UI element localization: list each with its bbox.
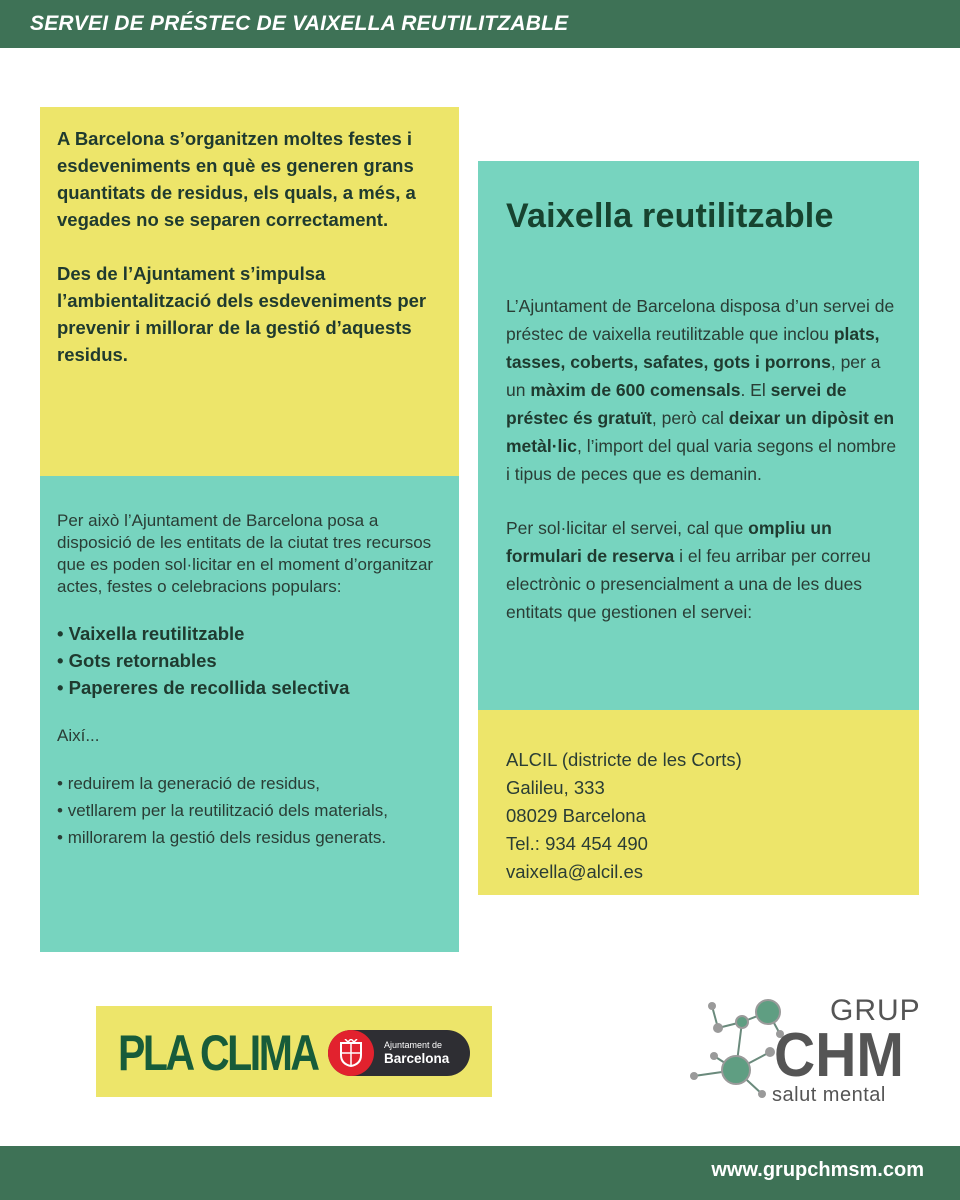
header-bar <box>0 0 960 48</box>
service-paragraph-2: Per sol·licitar el servei, cal que ompliu un formulari de reserva i el feu arribar per correu electrònic o presencialment a una de les dues entitats que gestionen el servei: <box>506 518 871 622</box>
pla-clima-banner <box>96 1006 492 1097</box>
resources-intro: Per això l’Ajuntament de Barcelona posa a disposició de les entitats de la ciutat tres recursos que es poden sol·licitar en el moment d’organitzar actes, festes o celebracions populars: <box>57 511 434 596</box>
result-text: reduirem la generació de residus, <box>67 774 320 793</box>
logo-grup-text: GRUP <box>830 994 921 1027</box>
resource-label: Vaixella reutilitzable <box>68 623 245 644</box>
footer-bar <box>0 1146 960 1200</box>
list-item <box>57 674 441 701</box>
result-text: vetllarem per la reutilització dels materials, <box>67 801 388 820</box>
service-paragraph-1: L’Ajuntament de Barcelona disposa d’un servei de préstec de vaixella reutilitzable que inclou plats, tasses, coberts, safates, gots i porrons, per a un màxim de 600 comensals. El servei de préstec és gratuït, però cal deixar un dipòsit en metàl·lic, l’import del qual varia segons el nombre i tipus de peces que es demanin. <box>506 296 897 484</box>
contact-street: Galileu, 333 <box>506 777 605 798</box>
bullet: • <box>57 650 64 671</box>
ajuntament-small-text: Ajuntament de <box>384 1040 443 1050</box>
ajuntament-big-text: Barcelona <box>384 1051 450 1066</box>
bullet: • <box>57 774 63 793</box>
grup-chm-logo <box>684 994 924 1109</box>
list-item <box>57 773 441 795</box>
list-item <box>57 647 441 674</box>
contact-name: ALCIL (districte de les Corts) <box>506 749 742 770</box>
bullet: • <box>57 801 63 820</box>
service-title: Vaixella reutilitzable <box>506 197 834 235</box>
contact-phone[interactable]: Tel.: 934 454 490 <box>506 833 648 854</box>
intro-box <box>40 107 459 476</box>
list-item <box>57 800 441 822</box>
list-item <box>57 620 441 647</box>
resource-label: Gots retornables <box>68 650 217 671</box>
resource-label: Papereres de recollida selectiva <box>68 677 350 698</box>
bullet: • <box>57 828 63 847</box>
website-link[interactable]: www.grupchmsm.com <box>711 1159 924 1181</box>
ajuntament-logo <box>328 1030 470 1076</box>
resources-list <box>57 620 441 701</box>
logo-subtitle: salut mental <box>772 1084 886 1106</box>
resources-box <box>40 476 459 952</box>
intro-paragraph-2: Des de l’Ajuntament s’impulsa l’ambientalització dels esdeveniments per prevenir i millorar de la gestió d’aquests residus. <box>57 263 427 365</box>
contact-box <box>478 710 919 895</box>
pla-clima-label: PLA CLIMA <box>118 1025 318 1081</box>
bullet: • <box>57 623 64 644</box>
list-item <box>57 827 441 849</box>
bullet: • <box>57 677 64 698</box>
contact-city: 08029 Barcelona <box>506 805 646 826</box>
service-box <box>478 161 919 710</box>
barcelona-shield-icon <box>328 1030 374 1076</box>
page-title: SERVEI DE PRÉSTEC DE VAIXELLA REUTILITZABLE <box>30 12 569 35</box>
logo-chm-text: CHM <box>774 1021 904 1090</box>
intro-paragraph-1: A Barcelona s’organitzen moltes festes i esdeveniments en què es generen grans quantitats de residus, els quals, a més, a vegades no se separen correctament. <box>57 128 416 230</box>
result-text: millorarem la gestió dels residus generats. <box>67 828 387 847</box>
aixi-label: Així... <box>57 726 100 745</box>
results-list <box>57 773 441 849</box>
contact-email[interactable]: vaixella@alcil.es <box>506 861 644 882</box>
